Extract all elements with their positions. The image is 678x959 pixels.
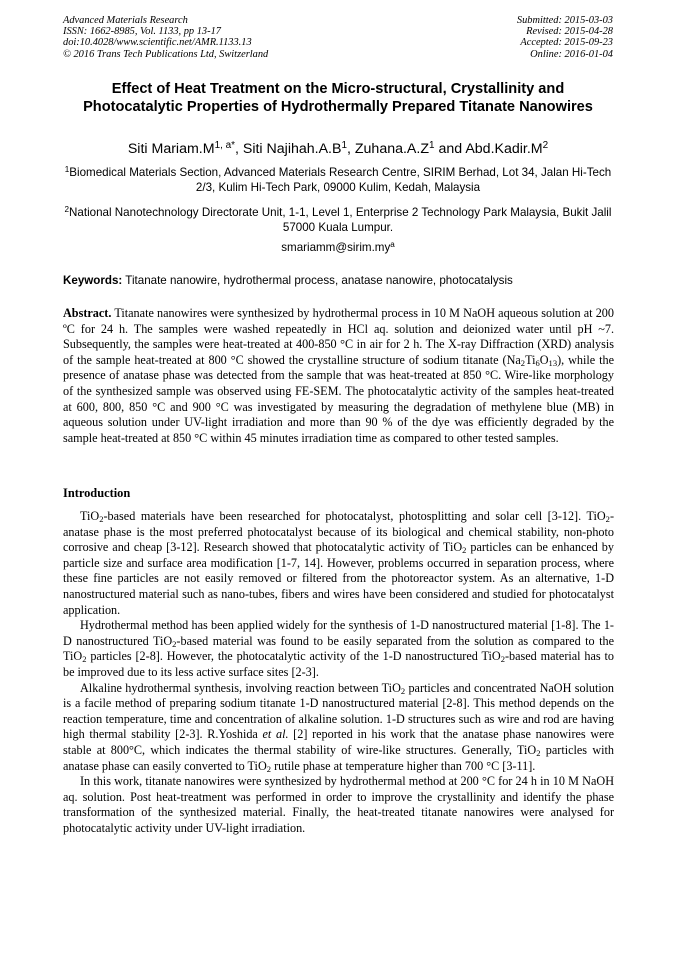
text-run: -based materials have been researched for photocatalyst, photosplitting and solar cell [3-12]. TiO: [103, 509, 606, 523]
introduction-body: [63, 509, 614, 836]
keywords: [63, 273, 615, 288]
author-name: Siti Mariam.M: [127, 141, 215, 157]
text-run: -based material was found to be easily separated from the solution as compared to the TiO: [63, 633, 614, 664]
paragraph: [63, 681, 614, 775]
affiliation-text: National Nanotechnology Directorate Unit, 1-1, Level 1, Enterprise 2 Technology Park Malaysia, Bukit Jalil 57000 Kuala Lumpur.: [69, 206, 612, 235]
subscript: 2: [99, 514, 104, 525]
paragraph: [63, 509, 614, 618]
abstract-label: Abstract.: [63, 306, 112, 320]
affiliation-number: 2: [64, 204, 70, 214]
paragraph: [63, 618, 614, 680]
abstract-text: Titanate nanowires were synthesized by hydrothermal process in 10 M NaOH aqueous solution at 200 ºC for 24 h. The samples were washed repeatedly in HCl aq. solution and deionized water until pH ~7. Subsequently, the samples were heat-treated at 400-850 °C in air for 2 h. The X-ray Diffraction (XRD) analysis of the sample heat-treated at 800 °C showed the crystalline structure of sodium titanate (Na: [63, 306, 614, 367]
subscript: 2: [172, 638, 177, 649]
text-run: particles [2-8]. However, the photocatalytic activity of the 1-D nanostructured TiO: [86, 649, 501, 664]
text-run: -based material has to be improved due to its less active surface sites [2-3].: [63, 649, 614, 679]
paragraph: In this work, titanate nanowires were synthesized by hydrothermal method at 200 °C for 24 h in 10 M NaOH aq. solution. Post heat-treatment was performed in order to improve the crystallinity and identify the phase transformation of the synthesized material. Finally, the heat-treated titanate nanowires were analysed for photocatalytic activity under UV-light irradiation.: [63, 774, 614, 835]
author-name: Zuhana.A.Z: [354, 141, 430, 157]
accepted-date: Accepted: 2015-09-23: [520, 37, 613, 49]
subscript: 6: [535, 357, 540, 368]
subscript: 2: [266, 763, 272, 774]
author-separator: and: [434, 141, 466, 157]
doi-line: doi:10.4028/www.scientific.net/AMR.1133.13: [63, 37, 252, 49]
issn-line: ISSN: 1662-8985, Vol. 1133, pp 13-17: [63, 26, 221, 38]
submitted-date: Submitted: 2015-03-03: [516, 15, 613, 26]
text-run: particles can be enhanced by particle size and surface area modification [1-7, 14]. However, problems occurred in separation process, where these fine particles are not easily removed or filtered from the photoreactor system. As an alternative, 1-D nanostructured material such as nano-tubes, fibers and wires have been considered and studied for photocatalyst application.: [63, 540, 614, 617]
keywords-text: Titanate nanowire, hydrothermal process, anatase nanowire, photocatalysis: [122, 274, 513, 287]
author-name: Abd.Kadir.M: [465, 141, 543, 157]
affiliation-1: [64, 165, 612, 196]
author-affiliation-mark: 1: [429, 140, 435, 152]
revised-date: Revised: 2015-04-28: [526, 26, 613, 38]
introduction-heading: Introduction: [63, 486, 131, 500]
abstract: [63, 306, 614, 446]
text-run: TiO: [80, 509, 100, 523]
author-name: Siti Najihah.A.B: [242, 141, 342, 157]
subscript: 2: [500, 654, 505, 665]
subscript: 2: [605, 514, 610, 525]
text-run: rutile phase at temperature higher than 700 °C [3-11].: [271, 758, 536, 773]
abstract-text: ), while the presence of anatase phase was detected from the sample that was heat-treated at 850 °C. Wire-like morphology of the synthesized sample was observed using FE-SEM. The photocatalytic activity of the samples heat-treated at 600, 800, 850 °C and 900 °C was investigated by measuring the degradation of methylene blue (MB) in aqueous solution under UV-light irradiation and more than 90 % of the dye was efficiently degraded by the sample heat-treated at 850 °C within 45 minutes irradiation time as compared to other tested samples.: [63, 352, 614, 445]
subscript: 2: [520, 357, 526, 368]
keywords-label: Keywords:: [63, 274, 123, 287]
text-run: particles with anatase phase can easily converted to TiO: [63, 742, 614, 773]
text-run: -anatase phase is the most preferred photocatalyst because of its biological and chemical stability, non-photo corrosive and cheap [3-12]. Research showed that photocatalytic activity of TiO: [63, 509, 614, 555]
email-mark: a: [390, 239, 395, 249]
text-run: Hydrothermal method has been applied widely for the synthesis of 1-D nanostructured material [1-8]. The 1-D nanostructured TiO: [63, 618, 614, 648]
subscript: 2: [462, 545, 467, 556]
affiliation-number: 1: [64, 164, 70, 174]
author-separator: ,: [234, 141, 243, 157]
subscript: 2: [82, 654, 87, 665]
text-run: [2] reported in his work that the anatase phase nanowires were stable at 800°C, which indicates the thermal stability of wire-like structures. Generally, TiO: [63, 727, 615, 757]
copyright-line: © 2016 Trans Tech Publications Ltd, Switzerland: [63, 48, 269, 60]
author-affiliation-mark: 1, a*: [214, 140, 235, 152]
journal-info: [63, 15, 268, 60]
author-separator: ,: [346, 141, 355, 157]
abstract-text: Ti: [525, 352, 536, 367]
author-affiliation-mark: 2: [542, 140, 549, 152]
online-date: Online: 2016-01-04: [530, 48, 613, 60]
journal-name: Advanced Materials Research: [63, 15, 188, 26]
subscript: 2: [400, 685, 406, 696]
text-run: Alkaline hydrothermal synthesis, involving reaction between TiO: [80, 680, 401, 695]
affiliation-text: Biomedical Materials Section, Advanced Materials Research Centre, SIRIM Berhad, Lot 34, Jalan Hi-Tech 2/3, Kulim Hi-Tech Park, 09000 Kulim, Kedah, Malaysia: [69, 166, 612, 195]
email-address[interactable]: smariamm@sirim.my: [281, 241, 391, 254]
author-affiliation-mark: 1: [341, 140, 347, 152]
subscript: 13: [548, 357, 558, 368]
contact-email: [64, 240, 612, 255]
italic-text: et al.: [262, 727, 289, 742]
subscript: 2: [536, 748, 541, 759]
affiliation-2: [64, 205, 612, 236]
abstract-text: O: [539, 352, 549, 367]
text-run: particles and concentrated NaOH solution is a facile method of preparing sodium titanate 1-D nanostructured material [2-8]. This method depends on the reaction temperature, time and concentration of alkaline solution. 1-D structures such as wire and rod are having high thermal stability [2-3]. R.Yoshida: [63, 680, 614, 742]
paper-title: Effect of Heat Treatment on the Micro-structural, Crystallinity and Photocatalytic Properties of Hydrothermally Prepared Titanate Nanowires: [83, 81, 593, 115]
date-info: [517, 15, 613, 60]
author-list: [60, 140, 616, 158]
